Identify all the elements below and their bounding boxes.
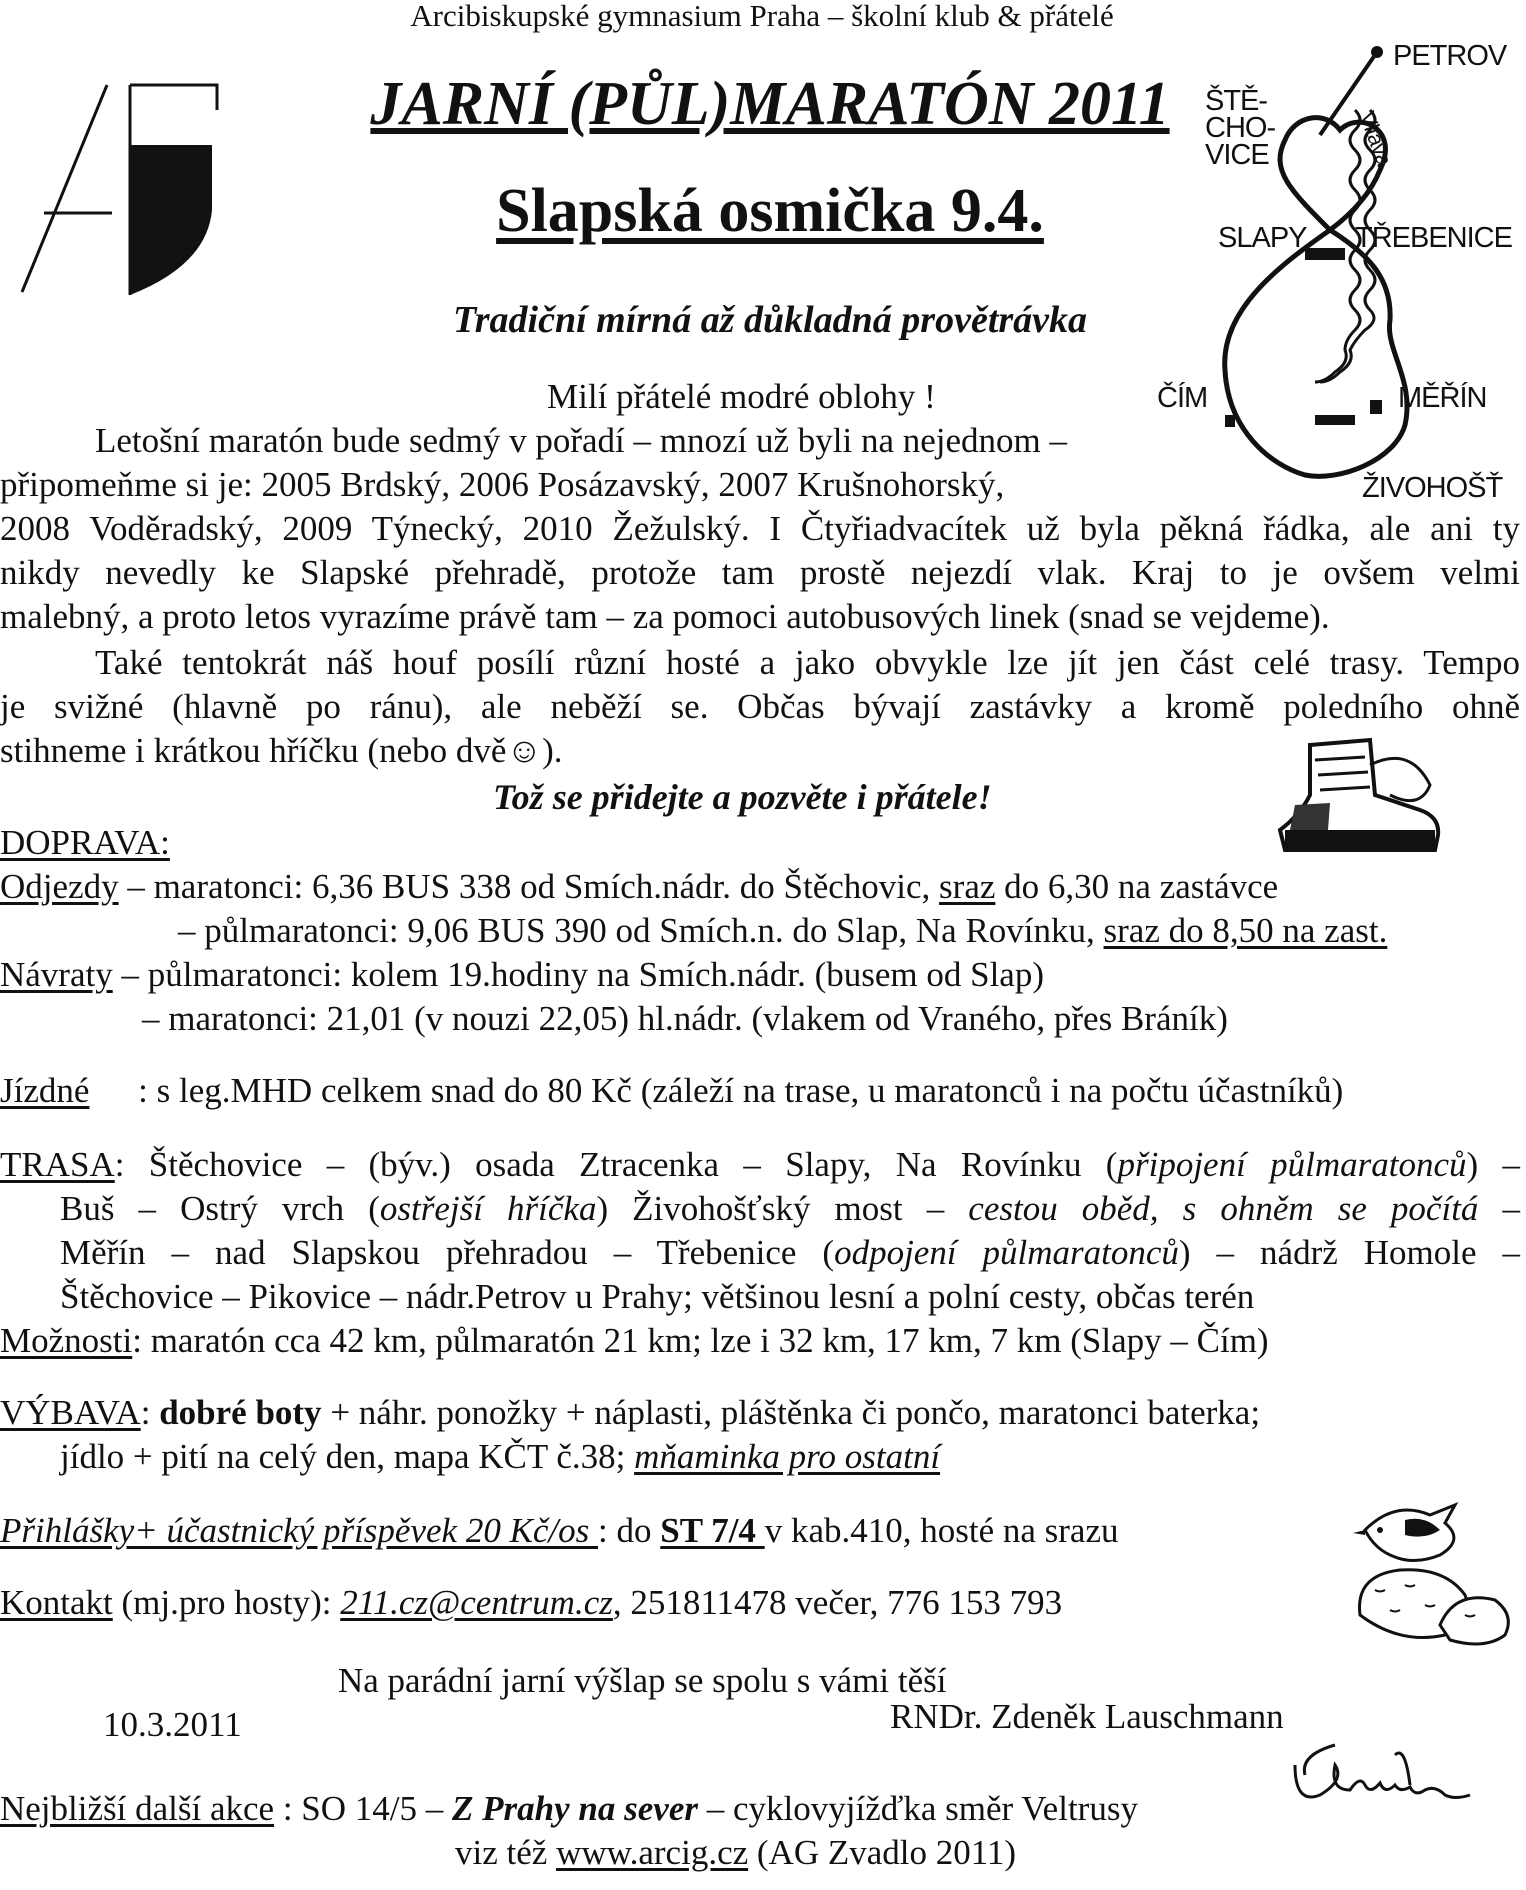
- odjezdy-line1: [0, 866, 1278, 908]
- signature-image: [1275, 1735, 1480, 1825]
- odjezdy-marathon-sraz: sraz: [939, 867, 996, 906]
- closing-line: Na parádní jarní výšlap se spolu s vámi těší: [338, 1661, 947, 1700]
- trasa-line3-c: ) – nádrž Homole –: [1178, 1233, 1520, 1272]
- kontakt-label: Kontakt: [0, 1583, 113, 1622]
- map-label-cim: ČÍM: [1157, 382, 1208, 414]
- trasa-line2: [60, 1188, 1520, 1230]
- intro-p2-line3: stihneme i krátkou hříčku (nebo dvě☺).: [0, 731, 563, 770]
- invite-line: Tož se přidejte a pozvěte i přátele!: [493, 777, 992, 817]
- trasa-line2-c: ) Živohošťský most –: [596, 1189, 969, 1228]
- prihlasky-deadline: ST 7/4: [660, 1511, 765, 1550]
- arcig-website-link[interactable]: www.arcig.cz: [556, 1833, 749, 1872]
- navraty-line2: – maratonci: 21,01 (v nouzi 22,05) hl.nádr. (vlakem od Vraného, přes Bráník): [142, 999, 1228, 1038]
- trasa-line1: [0, 1144, 1520, 1186]
- intro-p2-line1: Také tentokrát náš houf posílí různí hosté a jako obvykle lze jít jen část celé trasy. Tempo: [95, 643, 1520, 682]
- closing-date: 10.3.2011: [103, 1705, 242, 1744]
- kontakt-mid: (mj.pro hosty):: [112, 1583, 341, 1622]
- trasa-game-note: ostřejší hříčka: [379, 1189, 597, 1228]
- event-subtitle: Slapská osmička 9.4.: [496, 177, 1044, 245]
- ag-logo: [12, 80, 222, 300]
- kontakt-line: [0, 1582, 1062, 1624]
- map-label-slapy: SLAPY: [1218, 222, 1307, 254]
- moznosti-text: : maratón cca 42 km, půlmaratón 21 km; lze i 32 km, 17 km, 7 km (Slapy – Čím): [132, 1321, 1269, 1360]
- bird-on-stones-illustration: [1345, 1495, 1515, 1655]
- jizdne-line: [0, 1070, 1343, 1112]
- intro-p1-line1: Letošní maratón bude sedmý v pořadí – mnozí už byli na nejednom –: [95, 421, 1068, 460]
- boot-illustration: [1270, 735, 1445, 855]
- map-label-stechovice: ŠTĚ- CHO- VICE: [1205, 85, 1276, 171]
- odjezdy-line2: [178, 910, 1387, 952]
- prihlasky-rest: v kab.410, hosté na srazu: [764, 1511, 1119, 1550]
- vybava-rest1: + náhr. ponožky + náplasti, pláštěnka či pončo, maratonci baterka;: [321, 1393, 1261, 1432]
- map-label-merin: MĚŘÍN: [1398, 382, 1487, 414]
- greeting: Milí přátelé modré oblohy !: [547, 377, 936, 416]
- doprava-heading: DOPRAVA:: [0, 823, 170, 862]
- navraty-label: Návraty: [0, 955, 113, 994]
- trasa-line3-a: Měřín – nad Slapskou přehradou – Třebenice (: [60, 1233, 835, 1272]
- trasa-line4: Štěchovice – Pikovice – nádr.Petrov u Prahy; většinou lesní a polní cesty, občas terén: [60, 1277, 1255, 1316]
- vybava-rest2: jídlo + pití na celý den, mapa KČT č.38;: [60, 1437, 635, 1476]
- kontakt-email-link[interactable]: 211.cz@centrum.cz: [340, 1583, 613, 1622]
- trasa-line2-e: –: [1478, 1189, 1520, 1228]
- trasa-line2-a: Buš – Ostrý vrch (: [60, 1189, 380, 1228]
- next-event-rest: – cyklovyjížďka směr Veltrusy: [697, 1789, 1138, 1828]
- prihlasky-line: [0, 1510, 1118, 1552]
- vybava-label: VÝBAVA: [0, 1393, 141, 1432]
- prihlasky-label: Přihlášky+ účastnický příspěvek 20 Kč/os: [0, 1511, 599, 1550]
- see-also-line: [455, 1832, 1016, 1874]
- odjezdy-half-sraz: sraz do 8,50 na zast.: [1103, 911, 1388, 950]
- trasa-line1-c: ) –: [1466, 1145, 1521, 1184]
- next-event-title: Z Prahy na sever: [452, 1789, 698, 1828]
- org-line: Arcibiskupské gymnasium Praha – školní klub & přátelé: [410, 0, 1114, 33]
- map-label-zivohost: ŽIVOHOŠŤ: [1362, 472, 1503, 504]
- intro-p1-line3: 2008 Voděradský, 2009 Týnecký, 2010 Žežulský. I Čtyřiadvacítek už byla pěkná řádka, ale ani ty: [0, 509, 1520, 548]
- jizdne-text: : s leg.MHD celkem snad do 80 Kč (záleží na trase, u maratonců i na počtu účastníků): [138, 1071, 1344, 1110]
- odjezdy-marathon-text: – maratonci: 6,36 BUS 338 od Smích.nádr. do Štěchovic,: [127, 867, 940, 906]
- next-event-line: [0, 1788, 1138, 1830]
- intro-p1-line4: nikdy nevedly ke Slapské přehradě, protože tam prostě nejezdí vlak. Kraj to je ovšem velmi: [0, 553, 1520, 592]
- jizdne-label: Jízdné: [0, 1071, 90, 1110]
- intro-p2-line2: je svižné (hlavně po ránu), ale neběží se. Občas bývají zastávky a kromě poledního ohně: [0, 687, 1520, 726]
- map-label-petrov: PETROV: [1393, 40, 1507, 72]
- vybava-line2: [60, 1436, 940, 1478]
- trasa-label: TRASA: [0, 1145, 115, 1184]
- trasa-line3: [60, 1232, 1520, 1274]
- vybava-snack-note: mňaminka pro ostatní: [634, 1437, 941, 1476]
- closing-author: RNDr. Zdeněk Lauschmann: [890, 1697, 1284, 1736]
- odjezdy-label: Odjezdy: [0, 867, 119, 906]
- trasa-line1-a: : Štěchovice – (býv.) osada Ztracenka – Slapy, Na Rovínku (: [114, 1145, 1118, 1184]
- see-also-prefix: viz též: [455, 1833, 557, 1872]
- navraty-line1: [0, 954, 1044, 996]
- kontakt-phones: , 251811478 večer, 776 153 793: [612, 1583, 1063, 1622]
- intro-p1-line2: připomeňme si je: 2005 Brdský, 2006 Posázavský, 2007 Krušnohorský,: [0, 465, 1005, 504]
- odjezdy-half-text: – půlmaratonci: 9,06 BUS 390 od Smích.n. do Slap, Na Rovínku,: [178, 911, 1104, 950]
- prihlasky-mid: : do: [598, 1511, 661, 1550]
- trasa-lunch-note: cestou oběd, s ohněm se počítá: [968, 1189, 1479, 1228]
- map-label-trebenice: TŘEBENICE: [1355, 222, 1512, 254]
- next-event-label: Nejbližší další akce: [0, 1789, 275, 1828]
- navraty-half-text: – půlmaratonci: kolem 19.hodiny na Smích.nádr. (busem od Slap): [121, 955, 1044, 994]
- intro-p1-line5: malebný, a proto letos vyrazíme právě tam – za pomoci autobusových linek (snad se vejdeme).: [0, 597, 1330, 636]
- see-also-suffix: (AG Zvadlo 2011): [748, 1833, 1017, 1872]
- vybava-good-boots: dobré boty: [159, 1393, 322, 1432]
- moznosti-label: Možnosti: [0, 1321, 133, 1360]
- event-title: JARNÍ (PŮL)MARATÓN 2011: [370, 70, 1170, 138]
- vybava-line1: [0, 1392, 1260, 1434]
- trasa-leave-note: odpojení půlmaratonců: [834, 1233, 1179, 1272]
- moznosti-line: [0, 1320, 1269, 1362]
- vybava-colon: :: [140, 1393, 160, 1432]
- odjezdy-marathon-rest: do 6,30 na zastávce: [995, 867, 1279, 906]
- next-event-mid: : SO 14/5 –: [274, 1789, 453, 1828]
- event-tagline: Tradiční mírná až důkladná provětrávka: [452, 299, 1088, 341]
- map-label-vltava: Vltava: [1354, 108, 1397, 169]
- trasa-join-note: připojení půlmaratonců: [1117, 1145, 1467, 1184]
